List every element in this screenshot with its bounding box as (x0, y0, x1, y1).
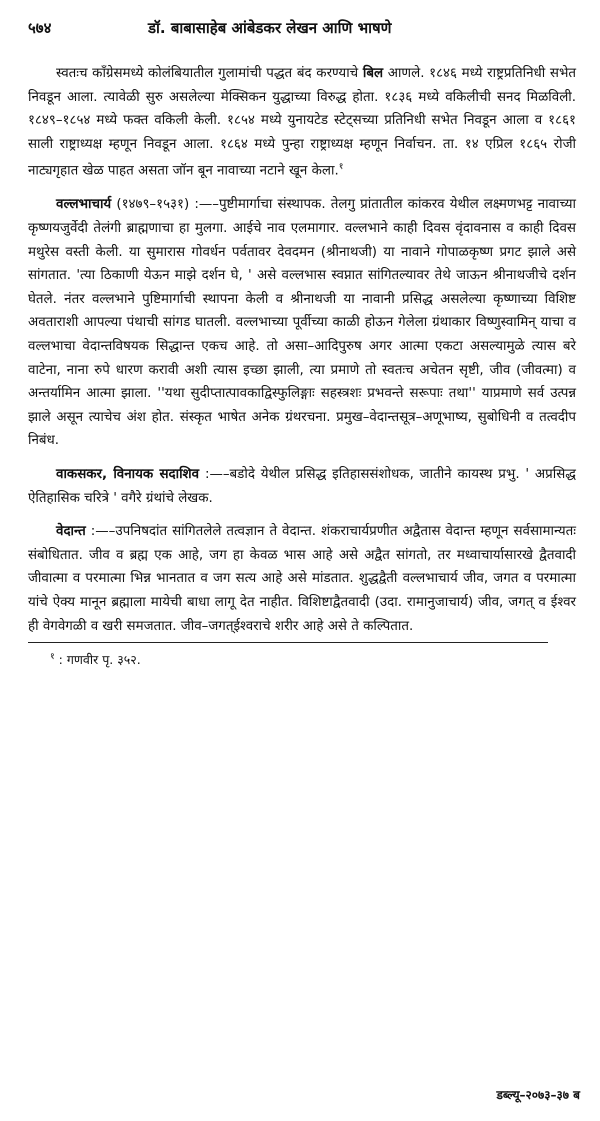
footnote (28, 649, 576, 668)
footnote-text: : गणवीर पृ. ३५२. (58, 652, 141, 668)
entry-text: :—–उपनिषदांत सांगितलेले तत्वज्ञान ते वेदान्त. शंकराचार्यप्रणीत अद्वैतास वेदान्त म्हणून सर्वसामान्यतः संबोधितात. जीव व ब्रह्म एक आहे, जग हा केवळ भास आहे असे अद्वैत सांगतो, तर मध्वाचार्यासारखे द्वैतवादी जीवात्मा व परमात्मा भिन्न भानतात व जग सत्य आहे असे मांडतात. शुद्धद्वैती वल्लभाचार्य जीव, जगत व परमात्मा यांचे ऐक्य मानून ब्रह्माला मायेची बाधा लागू देत नाहीत. विशिष्टाद्वैतवादी (उदा. रामानुजाचार्य) जीव, जगत् व ईश्वर ही वेगवेगळी व खरी समजतात. जीव–जगत्ईश्वराचे शरीर आहे असे ते कल्पितात. (28, 524, 576, 634)
entry-term: वल्लभाचार्य (56, 197, 112, 213)
bold-word: बिल (362, 66, 384, 81)
print-signature: डब्ल्यू–२०७३–३७ ब (496, 1088, 580, 1102)
entry-text: :—–बडोदे येथील प्रसिद्ध इतिहाससंशोधक, जातीने कायस्थ प्रभु. ' अप्रसिद्ध ऐतिहासिक चरित्रे ' वगैरे ग्रंथांचे लेखक. (28, 466, 576, 506)
entry-text: आणले. १८४६ मध्ये राष्ट्रप्रतिनिधी सभेत निवडून आला. त्यावेळी सुरु असलेल्या मेक्सिकन युद्धाच्या विरुद्ध होता. १८३६ मध्ये वकिलीची सनद मिळविली. १८४९–१८५४ मध्ये फक्त वकिली केली. १८५४ मध्ये युनायटेड स्टेट्सच्या प्रतिनिधी सभेत निवडून आला व १८६१ साली राष्ट्राध्यक्ष म्हणून निवडून आला. १८६४ मध्ये पुन्हा राष्ट्राध्यक्ष म्हणून निर्वाचन. ता. १४ एप्रिल १८६५ रोजी नाट्यगृहात खेळ पाहत असता जॉन बून नावाच्या नटाने खून केला. (28, 66, 577, 179)
page-number: ५७४ (28, 19, 52, 37)
document-page (28, 18, 576, 668)
page-content (28, 62, 576, 638)
footnote-reference: १ (338, 162, 344, 173)
entry-text: स्वतःच काँग्रेसमध्ये कोलंबियातील गुलामांची पद्धत बंद करण्याचे (56, 66, 359, 81)
entry-term: वेदान्त (56, 524, 86, 540)
entry-paragraph (28, 463, 576, 510)
entry-term: वाकसकर, विनायक सदाशिव (56, 466, 200, 482)
page-header (28, 18, 576, 48)
entry-paragraph (28, 193, 576, 453)
entry-paragraph (28, 62, 576, 183)
entry-paragraph (28, 520, 576, 638)
running-title: डॉ. बाबासाहेब आंबेडकर लेखन आणि भाषणे (148, 19, 392, 37)
entry-text: (१४७९–१५३१) :—–पुष्टीमार्गाचा संस्थापक. तेलगु प्रांतातील कांकरव येथील लक्ष्मणभट्ट नावाच्या कृष्णयजुर्वेदी तेलंगी ब्राह्मणाचा हा मुलगा. आईचे नाव एलमागार. वल्लभाने काही दिवस वृंदावनास व काही दिवस मथुरेस वस्ती केली. या सुमारास गोवर्धन पर्वतावर देवदमन (श्रीनाथजी) या नावाने गोपाळकृष्ण प्रगट झाले असे सांगतात. 'त्या ठिकाणी येऊन माझे दर्शन घे, ' असे वल्लभास स्वप्नात सांगितल्यावर तेथे जाऊन श्रीनाथजीचे दर्शन घेतले. नंतर वल्लभाने पुष्टिमार्गाची स्थापना केली व श्रीनाथजी या नावानी प्रसिद्ध असलेल्या कृष्णाच्या विशिष्ट अवताराशी आपल्या पंथाची सांगड घातली. वल्लभाच्या पूर्वीच्या काळी होऊन गेलेला ग्रंथाकार विष्णुस्वामिन् याचा व वल्लभाचा वेदान्तविषयक सिद्धान्त एकच आहे. तो असा–आदिपुरुष अगर आत्मा एकटा असल्यामुळे त्यास बरे वाटेना, नाना रुपे धारण करावी अशी त्यास इच्छा झाली, त्या प्रमाणे तो स्वतःच अचेतन सृष्टी, जीव (जीवत्मा) व अन्तर्यामिन आत्मा झाला. ''यथा सुदीप्तात्पावकाद्विस्फुलिङ्गाः सहस्त्रशः प्रभवन्ते सरूपाः तथा'' याप्रमाणे सर्व उत्पन्न झाले असून त्याचेच अंश होत. संस्कृत भाषेत अनेक ग्रंथरचना. प्रमुख–वेदान्तसूत्र–अणूभाष्य, सुबोधिनी व तत्वदीप निबंध. (28, 197, 576, 449)
footnote-mark: १ (50, 652, 55, 663)
footnote-divider (28, 642, 548, 643)
